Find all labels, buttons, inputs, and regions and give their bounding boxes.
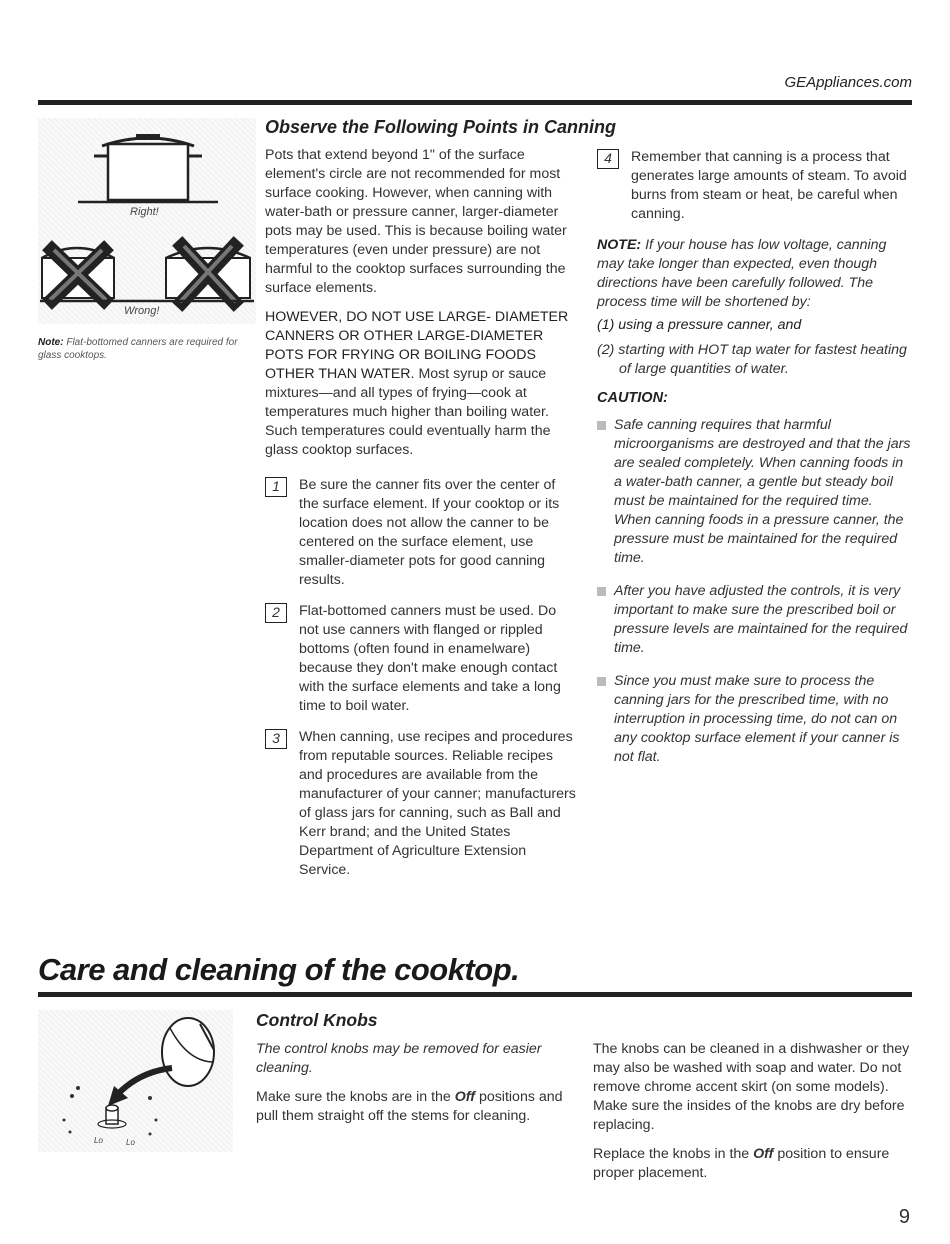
knobs-replace-b: position to ensure proper placement. bbox=[593, 1146, 890, 1181]
step-number: 3 bbox=[265, 729, 287, 749]
caution-text: Since you must make sure to process the canning jars for the prescribed time, with no interruption in processing time, do not can on any cooktop surface element if your canner is not flat. bbox=[614, 673, 900, 765]
canning-right-column bbox=[597, 148, 912, 779]
pot-drawings bbox=[38, 118, 256, 324]
knobs-instruction-b: positions and pull them straight off the stems for cleaning. bbox=[256, 1089, 563, 1124]
step-1 bbox=[265, 476, 577, 590]
canning-note bbox=[597, 236, 912, 312]
knob-stem-icon bbox=[98, 1105, 126, 1128]
right-label: Right! bbox=[130, 206, 159, 218]
off-label: Off bbox=[753, 1146, 774, 1162]
canner-illustration bbox=[38, 118, 256, 324]
step-4 bbox=[597, 148, 912, 224]
note-text: Flat-bottomed canners are required for glass cooktops. bbox=[38, 337, 238, 361]
knobs-right-column bbox=[593, 1040, 911, 1193]
knobs-replace-a: Replace the knobs in the bbox=[593, 1146, 750, 1162]
canning-warning-rest: Most syrup or sauce mixtures—and all types of frying—cook at temperatures much higher than boiling water. Such temperatures could eventually harm the glass cooktop surfaces. bbox=[265, 366, 551, 458]
arrow-icon bbox=[116, 1068, 172, 1096]
step-number: 4 bbox=[597, 149, 619, 169]
canning-note-item-2: (2) starting with HOT tap water for fastest heating of large quantities of water. bbox=[597, 342, 907, 377]
caution-text: Safe canning requires that harmful microorganisms are destroyed and that the jars are sealed completely. When canning foods in a water-bath canner, a gentle but steady boil must be maintained for the required time. When canning foods in a pressure canner, the pressure must be maintained for the required time. bbox=[614, 417, 911, 566]
canning-note-item-1: (1) using a pressure canner, and bbox=[597, 317, 802, 333]
caution-item bbox=[597, 582, 912, 658]
note-label: Note: bbox=[38, 337, 64, 348]
knobs-left-column bbox=[256, 1040, 566, 1136]
page-number: 9 bbox=[898, 1206, 910, 1228]
step-2 bbox=[265, 602, 577, 716]
canning-intro: Pots that extend beyond 1" of the surface element's circle are not recommended for most surface cooking. However, when canning with water-bath or pressure canner, larger-diameter pots may be used. This is because boiling water temperatures (even under pressure) are not harmful to the cooktop surfaces surrounding the surface elements. bbox=[265, 147, 567, 296]
canning-title: Observe the Following Points in Canning bbox=[265, 117, 617, 137]
control-knobs-title: Control Knobs bbox=[256, 1010, 378, 1030]
step-text: Flat-bottomed canners must be used. Do not use canners with flanged or rippled bottoms (often found in enamelware) because they don't make enough contact with the surface elements and take a long time to boil water. bbox=[299, 603, 561, 714]
bullet-square-icon bbox=[597, 421, 606, 430]
knob-label-lo-1: Lo bbox=[94, 1136, 103, 1145]
step-number: 1 bbox=[265, 477, 287, 497]
step-text: Remember that canning is a process that generates large amounts of steam. To avoid burns from steam or heat, be careful when canning. bbox=[631, 149, 907, 222]
wrong-label: Wrong! bbox=[124, 305, 160, 317]
caution-item bbox=[597, 416, 912, 568]
canning-warning: HOWEVER, DO NOT USE LARGE- DIAMETER CANNERS OR OTHER LARGE-DIAMETER POTS FOR FRYING OR BOILING FOODS OTHER THAN WATER. bbox=[265, 309, 569, 382]
right-pot-icon bbox=[78, 134, 218, 202]
knob-label-lo-2: Lo bbox=[126, 1138, 135, 1147]
step-3 bbox=[265, 728, 577, 880]
care-title: Care and cleaning of the cooktop. bbox=[38, 952, 520, 987]
step-number: 2 bbox=[265, 603, 287, 623]
bullet-square-icon bbox=[597, 677, 606, 686]
caution-label: CAUTION: bbox=[597, 390, 668, 406]
knob-illustration bbox=[38, 1010, 233, 1152]
caution-text: After you have adjusted the controls, it is very important to make sure the prescribed boil or pressure levels are maintained for the required time. bbox=[614, 583, 908, 656]
site-url: GEAppliances.com bbox=[784, 74, 912, 91]
canning-middle-column bbox=[265, 146, 577, 892]
header-rule bbox=[38, 100, 912, 105]
step-text: Be sure the canner fits over the center of the surface element. If your cooktop or its location does not allow the canner to be centered on the surface element, use smaller-diameter pots for good canning results. bbox=[299, 477, 560, 588]
knobs-instruction-a: Make sure the knobs are in the bbox=[256, 1089, 451, 1105]
step-text: When canning, use recipes and procedures from reputable sources. Reliable recipes and procedures are available from the manufacturer of your canner; manufacturers of glass jars for canning, such as Ball and Kerr brand; and the United States Department of Agriculture Extension Service. bbox=[299, 729, 576, 878]
off-label: Off bbox=[454, 1089, 475, 1105]
canning-note-text: If your house has low voltage, canning may take longer than expected, even though directions have been carefully followed. The process time will be shortened by: bbox=[597, 237, 887, 310]
care-rule bbox=[38, 992, 912, 997]
control-knob-icon bbox=[162, 1018, 214, 1086]
illustration-note bbox=[38, 336, 248, 362]
canning-note-label: NOTE: bbox=[597, 237, 642, 253]
wrong-pot-2-icon bbox=[166, 246, 250, 302]
bullet-square-icon bbox=[597, 587, 606, 596]
knob-drawing bbox=[38, 1010, 233, 1152]
knobs-intro: The control knobs may be removed for easier cleaning. bbox=[256, 1041, 542, 1076]
wrong-pot-1-icon bbox=[42, 248, 114, 300]
caution-item bbox=[597, 672, 912, 767]
knobs-replace bbox=[593, 1145, 911, 1183]
knobs-cleaning: The knobs can be cleaned in a dishwasher or they may also be washed with soap and water. Do not remove chrome accent skirt (on some models). Make sure the insides of the knobs are dry before replacing. bbox=[593, 1041, 910, 1133]
knobs-instruction bbox=[256, 1088, 566, 1126]
